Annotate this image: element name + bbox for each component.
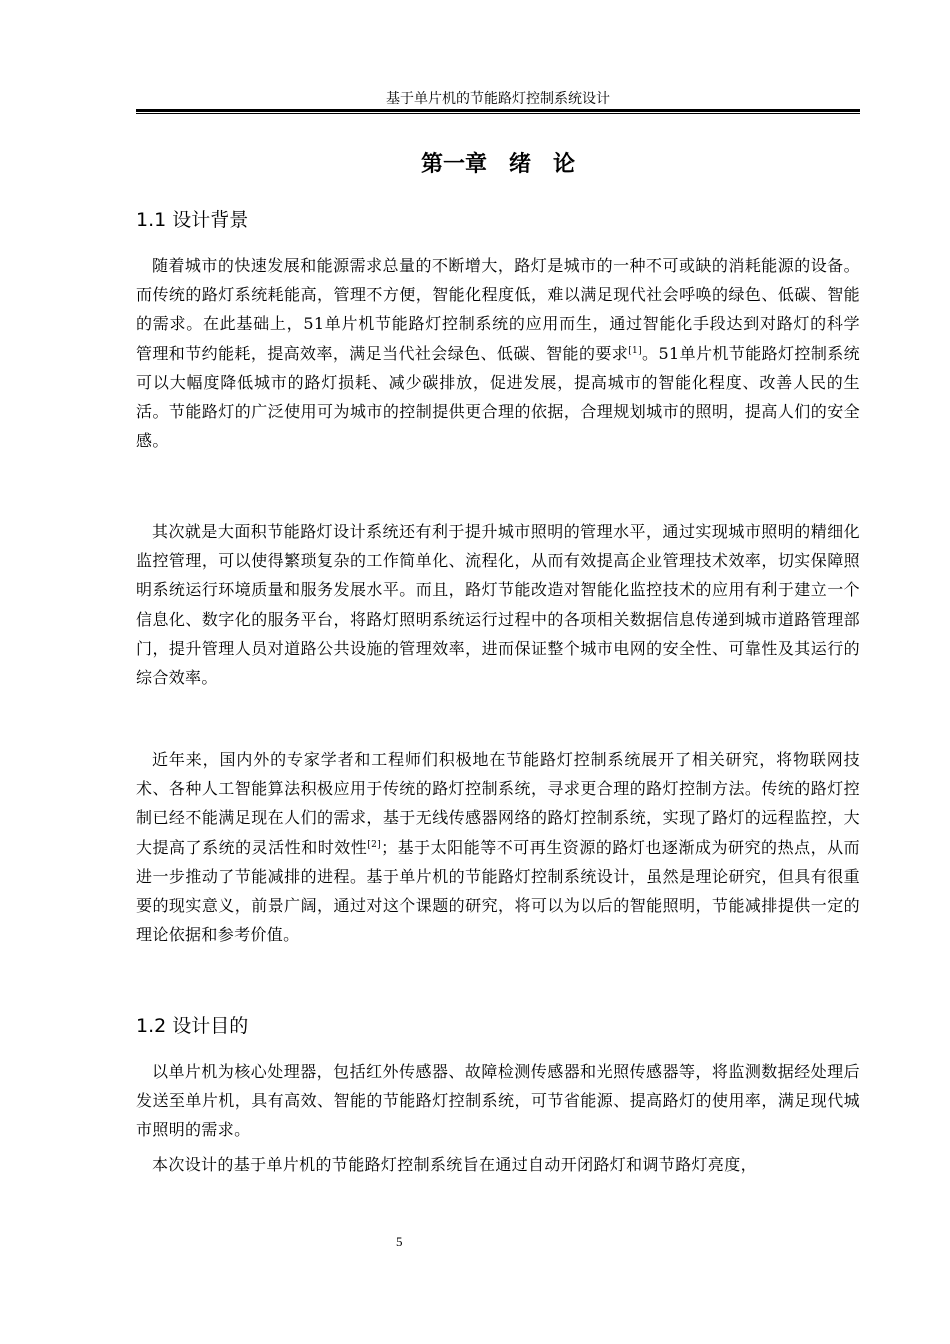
paragraph-text: 随着城市的快速发展和能源需求总量的不断增大，路灯是城市的一种不可或缺的消耗能源的设备。而传统的路灯系统耗能高，管理不方便，智能化程度低，难以满足现代社会呼唤的绿色、低碳、智能的需求。在此基础上，51单片机节能路灯控制系统的应用而生，通过智能化手段达到对路灯的科学管理和节约能耗，提高效率，满足当代社会绿色、低碳、智能的要求 — [136, 256, 860, 363]
page-number: 5 — [396, 1234, 403, 1249]
paragraph-purpose-1: 以单片机为核心处理器，包括红外传感器、故障检测传感器和光照传感器等，将监测数据经处理后发送至单片机，具有高效、智能的节能路灯控制系统，可节省能源、提高路灯的使用率，满足现代城市照明的需求。 — [136, 1062, 860, 1140]
paragraph-background-2: 其次就是大面积节能路灯设计系统还有利于提升城市照明的管理水平，通过实现城市照明的精细化监控管理，可以使得繁琐复杂的工作简单化、流程化，从而有效提高企业管理技术效率，切实保障照明系统运行环境质量和服务发展水平。而且，路灯节能改造对智能化监控技术的应用有利于建立一个信息化、数字化的服务平台，将路灯照明系统运行过程中的各项相关数据信息传递到城市道路管理部门，提升管理人员对道路公共设施的管理效率，进而保证整个城市电网的安全性、可靠性及其运行的综合效率。 — [136, 522, 860, 688]
running-header-title: 基于单片机的节能路灯控制系统设计 — [386, 91, 610, 107]
section-heading-1-1: 1.1 设计背景 — [136, 209, 249, 231]
paragraph-background-1 — [136, 251, 860, 455]
citation-ref-2[interactable]: [2] — [367, 839, 382, 850]
paragraph-text: 近年来，国内外的专家学者和工程师们积极地在节能路灯控制系统展开了相关研究，将物联网技术、各种人工智能算法积极应用于传统的路灯控制系统，寻求更合理的路灯控制方法。传统的路灯控制已经不能满足现在人们的需求，基于无线传感器网络的路灯控制系统，实现了路灯的远程监控，大大提高了系统的灵活性和时效性 — [136, 750, 860, 857]
header-double-rule — [136, 109, 860, 115]
paragraph-purpose-2: 本次设计的基于单片机的节能路灯控制系统旨在通过自动开闭路灯和调节路灯亮度， — [152, 1155, 757, 1174]
chapter-title: 第一章 绪 论 — [420, 152, 575, 177]
paragraph-background-3 — [136, 745, 860, 949]
header-rule-thick — [136, 109, 860, 112]
header-rule-thin — [136, 113, 860, 114]
section-heading-1-2: 1.2 设计目的 — [136, 1015, 249, 1037]
paragraph-text: ；基于太阳能等不可再生资源的路灯也逐渐成为研究的热点，从而进一步推动了节能减排的进程。基于单片机的节能路灯控制系统设计，虽然是理论研究，但具有很重要的现实意义，前景广阔，通过对这个课题的研究，将可以为以后的智能照明，节能减排提供一定的理论依据和参考价值。 — [136, 837, 860, 945]
citation-ref-1[interactable]: [1] — [628, 345, 642, 356]
paragraph-text: 。51单片机节能路灯控制系统可以大幅度降低城市的路灯损耗、减少碳排放，促进发展，提高城市的智能化程度、改善人民的生活。节能路灯的广泛使用可为城市的控制提供更合理的依据，合理规划城市的照明，提高人们的安全感。 — [136, 343, 860, 451]
